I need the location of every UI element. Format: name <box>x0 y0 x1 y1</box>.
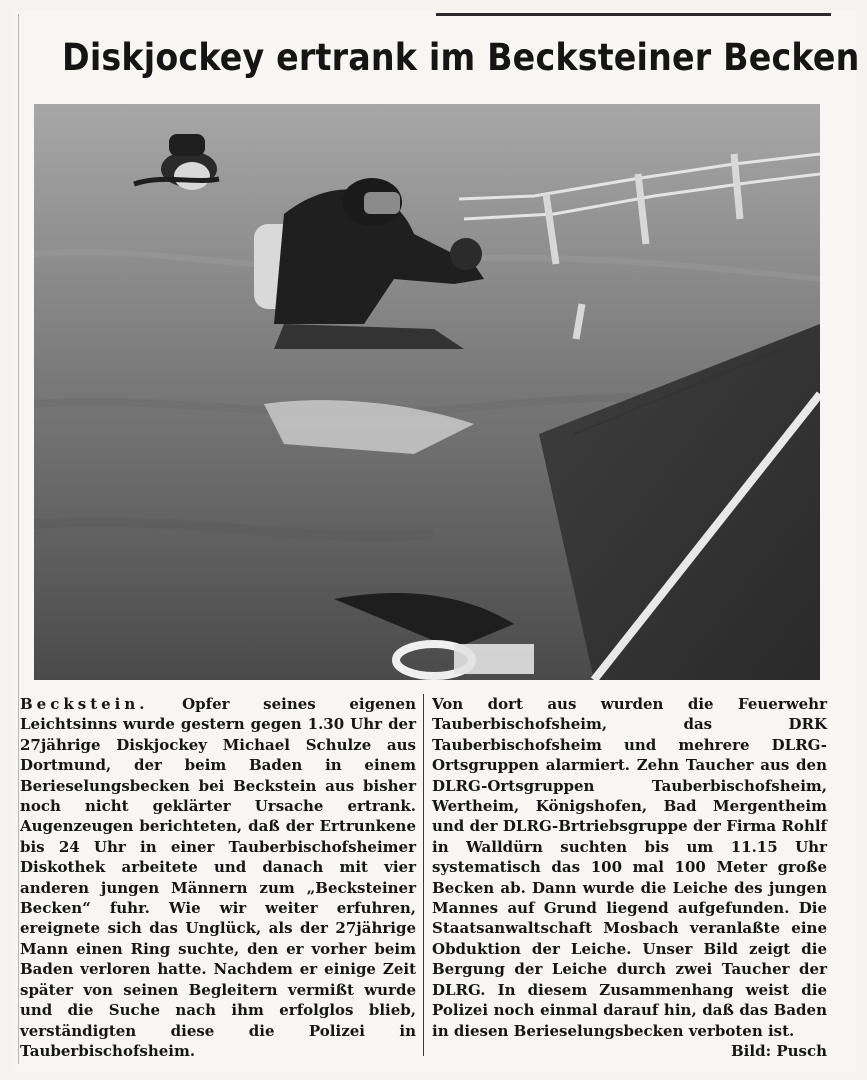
column-divider <box>423 694 424 1056</box>
article-column-right <box>432 694 827 1041</box>
divers-in-pool-photo <box>34 104 820 680</box>
article-text-left: Opfer seines eigenen Leichtsinns wurde gestern gegen 1.30 Uhr der 27jährige Diskjockey Michael Schulze aus Dortmund, der beim Baden in einem Berieselungsbecken bei Beckstein aus bisher noch nicht geklärter Ursache ertrank. Augenzeugen berichteten, daß der Ertrunkene bis 24 Uhr in einer Tauberbischofsheimer Diskothek arbeitete und danach mit vier anderen jungen Männern zum „Becksteiner Becken“ fuhr. Wie wir weiter erfuhren, ereignete sich das Unglück, als der 27jährige Mann einen Ring suchte, den er vorher beim Baden verloren hatte. Nachdem er einige Zeit später von seinen Begleitern vermißt wurde und die Suche nach ihm erfolglos blieb, verständigten diese die Polizei in Tauberbischofsheim. <box>20 695 416 1060</box>
article-text-right: Von dort aus wurden die Feuerwehr Tauberbischofsheim, das DRK Tauberbischofsheim und mehrere DLRG-Ortsgruppen alarmiert. Zehn Taucher aus den DLRG-Ortsgruppen Tauberbischofsheim, Wertheim, Königshofen, Bad Mergentheim und der DLRG-Brtriebsgruppe der Firma Rohlf in Walldürn suchten bis um 11.15 Uhr systematisch das 100 mal 100 Meter große Becken ab. Dann wurde die Leiche des jungen Mannes auf Grund liegend aufgefunden. Die Staatsanwaltschaft Mosbach veranlaßte eine Obduktion der Leiche. Unser Bild zeigt die Bergung der Leiche durch zwei Taucher der DLRG. In diesem Zusammenhang weist die Polizei noch einmal darauf hin, daß das Baden in diesen Berieselungsbecken verboten ist. <box>432 695 827 1040</box>
clipping-edge <box>18 14 19 1064</box>
news-photo <box>34 104 820 680</box>
article-column-left <box>20 694 416 1061</box>
photo-credit: Bild: Pusch <box>731 1042 827 1060</box>
headline: Diskjockey ertrank im Becksteiner Becken <box>62 36 860 79</box>
top-rule <box>436 13 831 16</box>
dateline: Beckstein. <box>20 695 149 713</box>
